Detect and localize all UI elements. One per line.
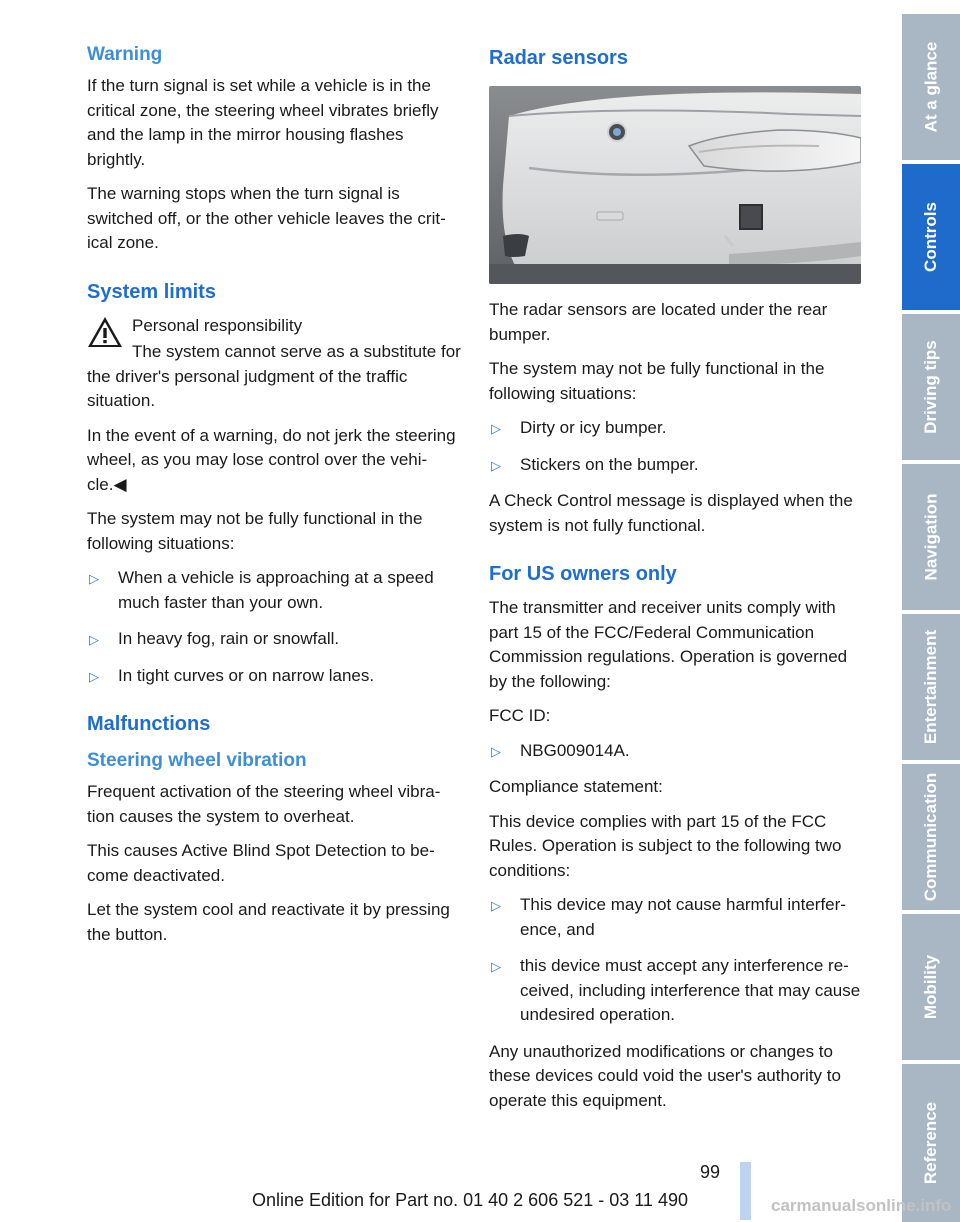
radar-paragraph-1: The radar sensors are located under the rear bumper. — [489, 300, 828, 344]
notice-title: Personal responsibility — [132, 315, 303, 335]
limits-list — [87, 566, 463, 688]
triangle-bullet-icon: ▷ — [491, 743, 501, 759]
car-rear-illustration — [489, 86, 861, 284]
list-item: ▷ In heavy fog, rain or snowfall. — [87, 627, 463, 652]
triangle-bullet-icon: ▷ — [491, 421, 501, 436]
radar-sensor-photo — [489, 86, 861, 284]
tab-navigation[interactable]: Navigation — [902, 464, 960, 610]
triangle-bullet-icon: ▷ — [491, 457, 501, 473]
tab-reference[interactable]: Reference — [902, 1064, 960, 1222]
fcc-list — [489, 739, 863, 764]
left-column — [87, 42, 463, 957]
list-item: ▷ In tight curves or on narrow lanes. — [87, 664, 463, 689]
tab-communication[interactable]: Communication — [902, 764, 960, 910]
list-item: ▷ When a vehicle is approaching at a speed much faster than your own. — [89, 568, 434, 612]
radar-sensors-heading: Radar sensors — [489, 47, 628, 69]
warning-triangle-icon — [87, 316, 123, 348]
compliance-label: Compliance statement: — [489, 777, 663, 796]
list-item: ▷ This device may not cause harmful interfer-ence, and — [491, 895, 846, 939]
tab-driving-tips[interactable]: Driving tips — [902, 314, 960, 460]
triangle-bullet-icon: ▷ — [491, 898, 501, 913]
final-paragraph: Any unauthorized modifications or changes to these devices could void the user's authority to operate this equipment. — [489, 1041, 841, 1110]
triangle-bullet-icon: ▷ — [89, 632, 99, 647]
list-item: ▷ Dirty or icy bumper. — [489, 416, 863, 441]
triangle-bullet-icon: ▷ — [491, 959, 501, 974]
edition-footer: Online Edition for Part no. 01 40 2 606 521 - 03 11 490 — [252, 1190, 688, 1210]
personal-responsibility-notice — [87, 314, 463, 339]
steering-paragraph-2: This causes Active Blind Spot Detection to be-come deactivated. — [87, 841, 435, 885]
fcc-id-label: FCC ID: — [489, 706, 551, 725]
us-paragraph: The transmitter and receiver units comply with part 15 of the FCC/Federal Communication Commission regulations. Operation is governed by the following: — [489, 598, 848, 691]
triangle-bullet-icon: ▷ — [89, 571, 99, 586]
warning-paragraph-2: The warning stops when the turn signal is switched off, or the other vehicle leaves the crit-ical zone. — [87, 184, 446, 252]
steering-paragraph-3: Let the system cool and reactivate it by pressing the button. — [87, 900, 450, 944]
tab-controls[interactable]: Controls — [902, 164, 960, 310]
steering-paragraph-1: Frequent activation of the steering wheel vibra-tion causes the system to overheat. — [87, 782, 441, 826]
compliance-paragraph: This device complies with part 15 of the FCC Rules. Operation is subject to the following two conditions: — [489, 811, 842, 880]
list-item: ▷ NBG009014A. — [489, 739, 863, 764]
warning-paragraph-1: If the turn signal is set while a vehicle is in the critical zone, the steering wheel vibrates briefly and the lamp in the mirror housing flashes brightly. — [87, 76, 439, 169]
conditions-list — [489, 893, 863, 1028]
us-owners-heading: For US owners only — [489, 563, 677, 585]
radar-paragraph-2: The system may not be fully functional in the following situations: — [489, 359, 825, 403]
right-column — [489, 44, 863, 1123]
warning-heading: Warning — [87, 44, 163, 65]
limits-intro: The system may not be fully functional in the following situations: — [87, 509, 423, 553]
notice-paragraph-2: In the event of a warning, do not jerk the steering wheel, as you may lose control over the vehi-cle.◀ — [87, 425, 456, 494]
notice-paragraph-1: The system cannot serve as a substitute for the driver's personal judgment of the traffic situation. — [87, 342, 461, 410]
tab-mobility[interactable]: Mobility — [902, 914, 960, 1060]
steering-vibration-heading: Steering wheel vibration — [87, 750, 307, 771]
triangle-bullet-icon: ▷ — [89, 668, 99, 684]
watermark: carmanualsonline.info — [771, 1196, 952, 1215]
malfunctions-heading: Malfunctions — [87, 713, 211, 735]
page-number: 99 — [700, 1162, 721, 1182]
list-item: ▷ this device must accept any interference re-ceived, including interference that may cause undesired operation. — [491, 956, 861, 1024]
system-limits-heading: System limits — [87, 280, 216, 303]
radar-paragraph-3: A Check Control message is displayed when the system is not fully functional. — [489, 491, 853, 535]
tab-at-a-glance[interactable]: At a glance — [902, 14, 960, 160]
tab-entertainment[interactable]: Entertainment — [902, 614, 960, 760]
list-item: ▷ Stickers on the bumper. — [489, 453, 863, 478]
radar-list — [489, 416, 863, 477]
